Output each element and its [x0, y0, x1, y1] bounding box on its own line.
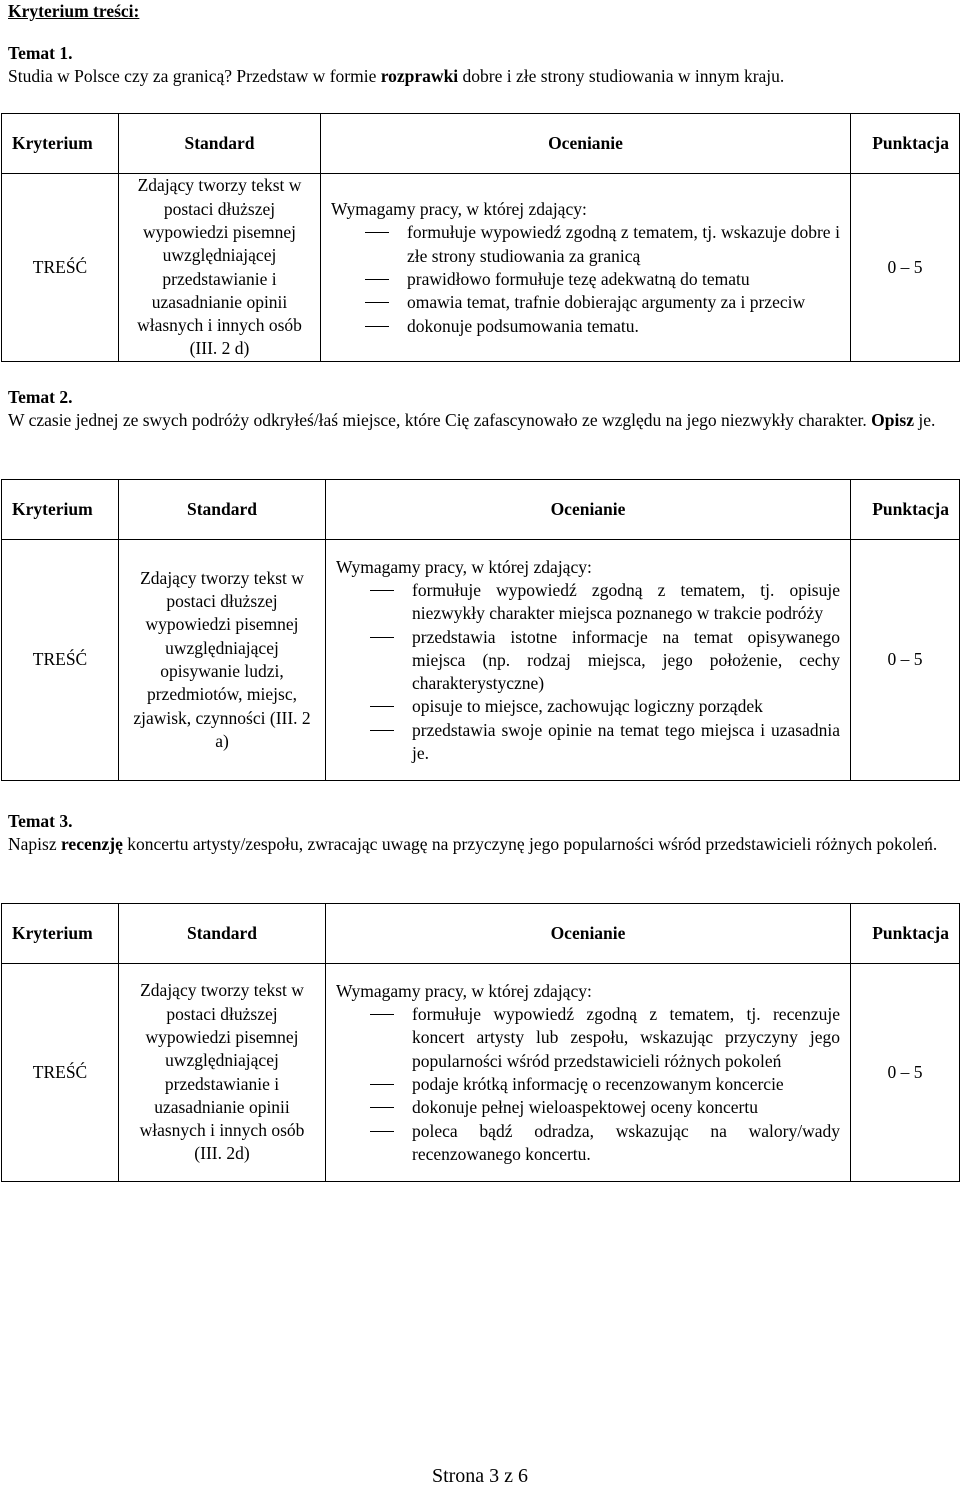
col-kryterium: Kryterium: [2, 114, 119, 174]
punktacja-cell: 0 – 5: [851, 540, 960, 781]
col-punktacja: Punktacja: [851, 904, 960, 964]
list-item: przedstawia swoje opinie na temat tego miejsca i uzasadnia je.: [336, 719, 840, 766]
temat-1-block: [8, 42, 938, 89]
standard-cell: Zdający tworzy tekst w postaci dłuższej wypowiedzi pisemnej uwzględniającej przedstawianie i uzasadnianie opinii własnych i innych osób (III. 2 d): [119, 174, 321, 362]
list-item: omawia temat, trafnie dobierając argumenty za i przeciw: [331, 291, 840, 314]
temat-2-label: Temat 2.: [8, 387, 73, 407]
temat-1-label: Temat 1.: [8, 43, 73, 63]
col-standard: Standard: [119, 480, 326, 540]
temat-3-block: [8, 810, 938, 857]
temat-3-text: Napisz recenzję koncertu artysty/zespołu, zwracając uwagę na przyczynę jego popularności wśród przedstawicieli różnych pokoleń.: [8, 834, 938, 855]
list-item: podaje krótką informację o recenzowanym koncercie: [336, 1073, 840, 1096]
list-item: formułuje wypowiedź zgodną z tematem, tj. wskazuje dobre i złe strony studiowania za granicą: [331, 221, 840, 268]
ocenianie-cell: [326, 540, 851, 781]
table-row: [2, 964, 960, 1182]
col-ocenianie: Ocenianie: [326, 904, 851, 964]
criteria-table-3: [1, 903, 960, 1182]
ocenianie-list: [336, 1003, 840, 1166]
criteria-table-1: [1, 113, 960, 362]
ocenianie-intro: Wymagamy pracy, w której zdający:: [331, 199, 587, 220]
col-punktacja: Punktacja: [851, 114, 960, 174]
ocenianie-list: [331, 221, 840, 337]
punktacja-cell: 0 – 5: [851, 964, 960, 1182]
list-item: poleca bądź odradza, wskazując na walory/wady recenzowanego koncertu.: [336, 1120, 840, 1167]
list-item: dokonuje pełnej wieloaspektowej oceny koncertu: [336, 1096, 840, 1119]
list-item: przedstawia istotne informacje na temat opisywanego miejsca (np. rodzaj miejsca, jego położenie, cechy charakterystyczne): [336, 626, 840, 696]
temat-1-text: Studia w Polsce czy za granicą? Przedstaw w formie rozprawki dobre i złe strony studiowania w innym kraju.: [8, 66, 785, 87]
col-kryterium: Kryterium: [2, 480, 119, 540]
list-item: formułuje wypowiedź zgodną z tematem, tj. recenzuje koncert artysty lub zespołu, wskazując przyczyny jego popularności wśród przedstawicieli różnych pokoleń: [336, 1003, 840, 1073]
list-item: dokonuje podsumowania tematu.: [331, 315, 840, 338]
list-item: opisuje to miejsce, zachowując logiczny porządek: [336, 695, 840, 718]
kryterium-cell: TREŚĆ: [2, 540, 119, 781]
page-number: Strona 3 z 6: [431, 1465, 529, 1487]
punktacja-cell: 0 – 5: [851, 174, 960, 362]
col-ocenianie: Ocenianie: [326, 480, 851, 540]
temat-2-text: W czasie jednej ze swych podróży odkryłeś/łaś miejsce, które Cię zafascynowało ze względu na jego niezwykły charakter. Opisz je.: [8, 410, 936, 431]
col-standard: Standard: [119, 114, 321, 174]
standard-cell: Zdający tworzy tekst w postaci dłuższej wypowiedzi pisemnej uwzględniającej opisywanie ludzi, przedmiotów, miejsc, zjawisk, czynności (III. 2 a): [119, 540, 326, 781]
table-row: [2, 540, 960, 781]
standard-cell: Zdający tworzy tekst w postaci dłuższej wypowiedzi pisemnej uwzględniającej przedstawianie i uzasadnianie opinii własnych i innych osób (III. 2d): [119, 964, 326, 1182]
ocenianie-cell: [326, 964, 851, 1182]
ocenianie-list: [336, 579, 840, 765]
criteria-table-2: [1, 479, 960, 781]
ocenianie-intro: Wymagamy pracy, w której zdający:: [336, 556, 592, 577]
ocenianie-cell: [321, 174, 851, 362]
col-kryterium: Kryterium: [2, 904, 119, 964]
col-ocenianie: Ocenianie: [321, 114, 851, 174]
temat-2-block: [8, 386, 938, 433]
col-standard: Standard: [119, 904, 326, 964]
col-punktacja: Punktacja: [851, 480, 960, 540]
table-row: [2, 174, 960, 362]
kryterium-cell: TREŚĆ: [2, 174, 119, 362]
section-title: Kryterium treści:: [8, 1, 140, 21]
ocenianie-intro: Wymagamy pracy, w której zdający:: [336, 980, 592, 1001]
list-item: formułuje wypowiedź zgodną z tematem, tj. opisuje niezwykły charakter miejsca poznanego w trakcie podróży: [336, 579, 840, 626]
list-item: prawidłowo formułuje tezę adekwatną do tematu: [331, 268, 840, 291]
kryterium-cell: TREŚĆ: [2, 964, 119, 1182]
temat-3-label: Temat 3.: [8, 811, 73, 831]
